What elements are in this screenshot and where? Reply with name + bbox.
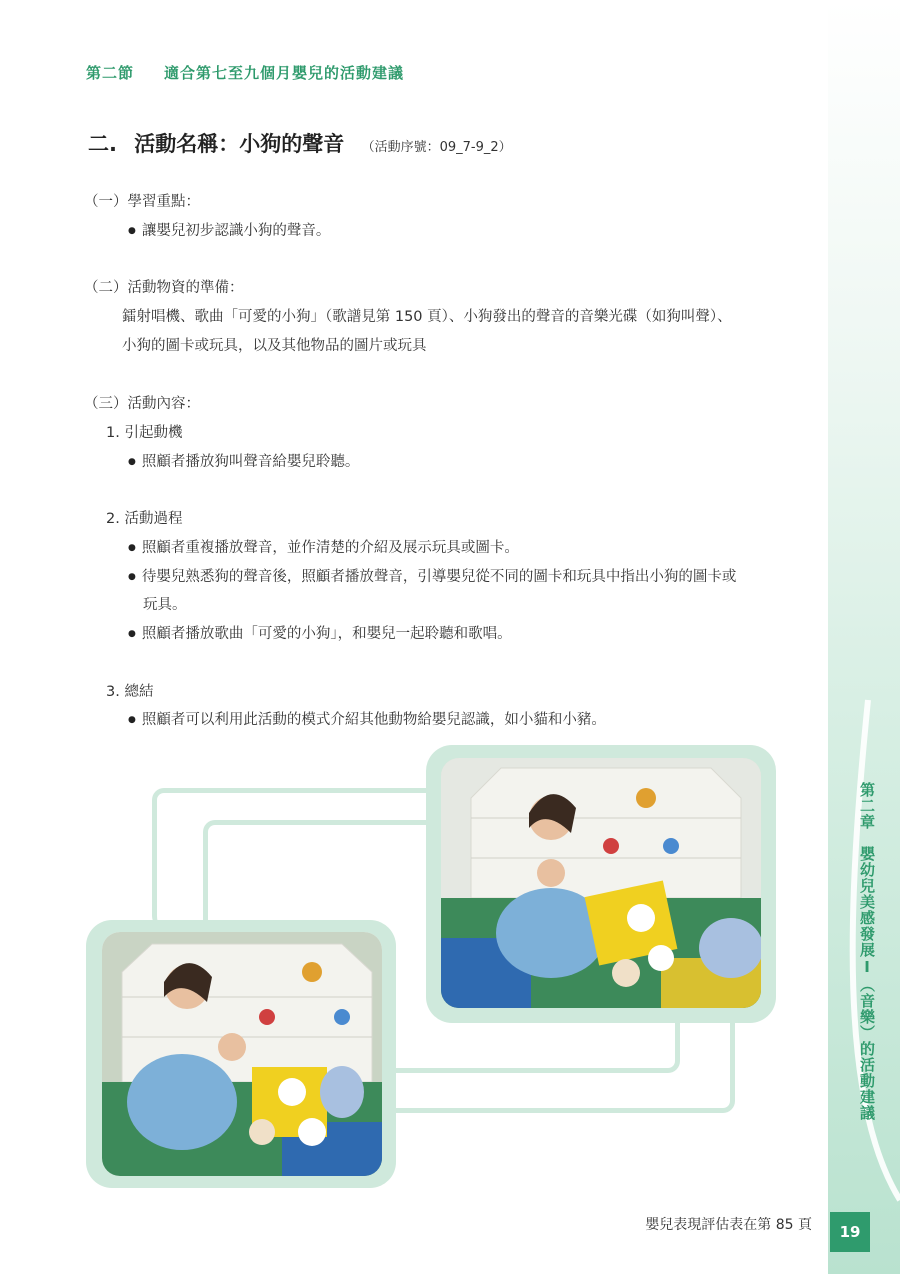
section-header (86, 62, 404, 83)
step-bullet: 照顧者可以利用此活動的模式介紹其他動物給嬰兒認識，如小貓和小豬。 (141, 712, 606, 728)
activity-photo-lower (102, 932, 382, 1176)
learning-focus-heading: （一）學習重點： (84, 194, 200, 210)
activity-code: （活動序號：09_7-9_2） (361, 140, 512, 155)
activity-title (88, 128, 512, 158)
step-label: 1. 引起動機 (106, 425, 183, 441)
page-number: 19 (830, 1212, 870, 1252)
activity-photo-upper (441, 758, 761, 1008)
frame-connector (380, 1010, 735, 1113)
photo-illustration (102, 932, 382, 1176)
materials-line-2: 小狗的圖卡或玩具，以及其他物品的圖片或玩具 (122, 338, 427, 354)
section-number: 第二節 (86, 64, 135, 82)
step-bullet: 照顧者播放狗叫聲音給嬰兒聆聽。 (141, 454, 360, 470)
materials-heading: （二）活動物資的準備： (84, 280, 244, 296)
section-title: 適合第七至九個月嬰兒的活動建議 (164, 64, 405, 82)
step-bullet-continuation: 玩具。 (143, 597, 187, 613)
step-label: 2. 活動過程 (106, 511, 183, 527)
content-heading: （三）活動內容： (84, 396, 200, 412)
photo-illustration (441, 758, 761, 1008)
frame-connector (203, 820, 458, 935)
step-bullet: 待嬰兒熟悉狗的聲音後，照顧者播放聲音，引導嬰兒從不同的圖卡和玩具中指出小狗的圖卡或 (141, 569, 737, 585)
step-bullet: 照顧者播放歌曲「可愛的小狗」，和嬰兒一起聆聽和歌唱。 (141, 626, 512, 642)
assessment-reference: 嬰兒表現評估表在第 85 頁 (645, 1217, 812, 1233)
activity-prefix: 二. (88, 132, 117, 156)
step-label: 3. 總結 (106, 684, 154, 700)
activity-name: 活動名稱：小狗的聲音 (134, 132, 345, 156)
step-bullet: 照顧者重複播放聲音，並作清楚的介紹及展示玩具或圖卡。 (141, 540, 519, 556)
chapter-label: 第二章 嬰幼兒美感發展Ⅰ（音樂）的活動建議 (858, 782, 876, 1121)
materials-line-1: 鐳射唱機、歌曲「可愛的小狗」（歌譜見第 150 頁）、小狗發出的聲音的音樂光碟（如狗叫聲）、 (122, 309, 732, 325)
learning-focus-item: 讓嬰兒初步認識小狗的聲音。 (141, 223, 331, 239)
